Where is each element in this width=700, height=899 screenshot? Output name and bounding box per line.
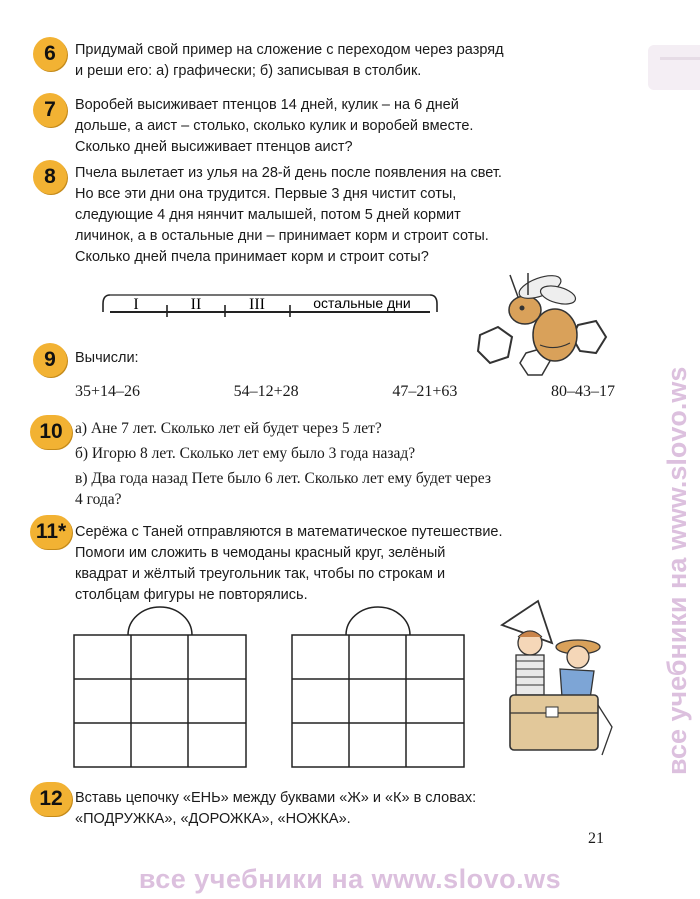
text-line: квадрат и жёлтый треугольник так, чтобы по строкам и bbox=[75, 566, 446, 582]
text-line: «ПОДРУЖКА», «ДОРОЖКА», «НОЖКА». bbox=[75, 811, 351, 827]
text-line: следующие 4 дня нянчит малышей, потом 5 дней кормит bbox=[75, 207, 461, 223]
text-line: столбцам фигуры не повторялись. bbox=[75, 587, 308, 603]
text-line: Вставь цепочку «ЕНЬ» между буквами «Ж» и «К» в словах: bbox=[75, 790, 477, 806]
bottom-watermark: все учебники на www.slovo.ws bbox=[138, 864, 562, 894]
text-line: Сколько дней пчела принимает корм и строит соты? bbox=[75, 249, 429, 265]
task-6-text bbox=[75, 40, 615, 82]
text-line: Придумай свой пример на сложение с переходом через разряд bbox=[75, 42, 504, 58]
segment-label: II bbox=[190, 296, 202, 313]
children-suitcase-illustration bbox=[490, 595, 615, 770]
task-7-text bbox=[75, 95, 615, 158]
task-11-text bbox=[75, 522, 615, 606]
task-number-badge: 9 bbox=[33, 343, 67, 377]
task-number-badge: 7 bbox=[33, 93, 67, 127]
text-line: личинок, а в остальные дни – принимает корм и строит соты. bbox=[75, 228, 489, 244]
task-number-badge: 11* bbox=[30, 515, 72, 549]
text-line: Пчела вылетает из улья на 28-й день после появления на свет. bbox=[75, 165, 502, 181]
segment-label: I bbox=[133, 296, 139, 313]
expression-row bbox=[75, 383, 615, 401]
text-line: дольше, а аист – столько, сколько кулик и воробей вместе. bbox=[75, 118, 474, 134]
task-number-badge: 6 bbox=[33, 37, 67, 71]
expression: 35+14–26 bbox=[75, 383, 141, 400]
vertical-watermark bbox=[658, 140, 698, 780]
text-line: Помоги им сложить в чемоданы красный круг, зелёный bbox=[75, 545, 446, 561]
task-9-prompt: Вычисли: bbox=[75, 350, 139, 366]
task-number-badge: 10 bbox=[30, 415, 72, 449]
segment-diagram bbox=[100, 285, 440, 325]
text-line: Воробей высиживает птенцов 14 дней, кулик – на 6 дней bbox=[75, 97, 459, 113]
task-number-badge: 8 bbox=[33, 160, 67, 194]
page-number: 21 bbox=[588, 830, 604, 847]
text-line: 4 года? bbox=[75, 491, 122, 508]
text-line: Но все эти дни она трудится. Первые 3 дня чистит соты, bbox=[75, 186, 457, 202]
page-corner-decoration bbox=[640, 35, 700, 105]
expression: 47–21+63 bbox=[392, 383, 458, 400]
task-number-badge: 12 bbox=[30, 782, 72, 816]
text-line: в) Два года назад Пете было 6 лет. Сколько лет ему будет через bbox=[75, 470, 491, 487]
suitcase-grid-right bbox=[288, 605, 468, 770]
expression: 54–12+28 bbox=[233, 383, 299, 400]
watermark-text: все учебники на www.slovo.ws bbox=[662, 366, 692, 775]
text-line: а) Ане 7 лет. Сколько лет ей будет через 5 лет? bbox=[75, 420, 382, 437]
suitcase-grid-left bbox=[70, 605, 250, 770]
text-line: Серёжа с Таней отправляются в математическое путешествие. bbox=[75, 524, 503, 540]
text-line: и реши его: а) графически; б) записывая в столбик. bbox=[75, 63, 422, 79]
task-8-text bbox=[75, 163, 615, 268]
text-line: Сколько дней высиживает птенцов аист? bbox=[75, 139, 353, 155]
task-12-text bbox=[75, 788, 615, 830]
text-line: б) Игорю 8 лет. Сколько лет ему было 3 года назад? bbox=[75, 445, 416, 462]
segment-label: остальные дни bbox=[313, 295, 411, 311]
expression: 80–43–17 bbox=[550, 383, 615, 400]
segment-label: III bbox=[249, 296, 265, 313]
task-10-text bbox=[75, 418, 615, 510]
